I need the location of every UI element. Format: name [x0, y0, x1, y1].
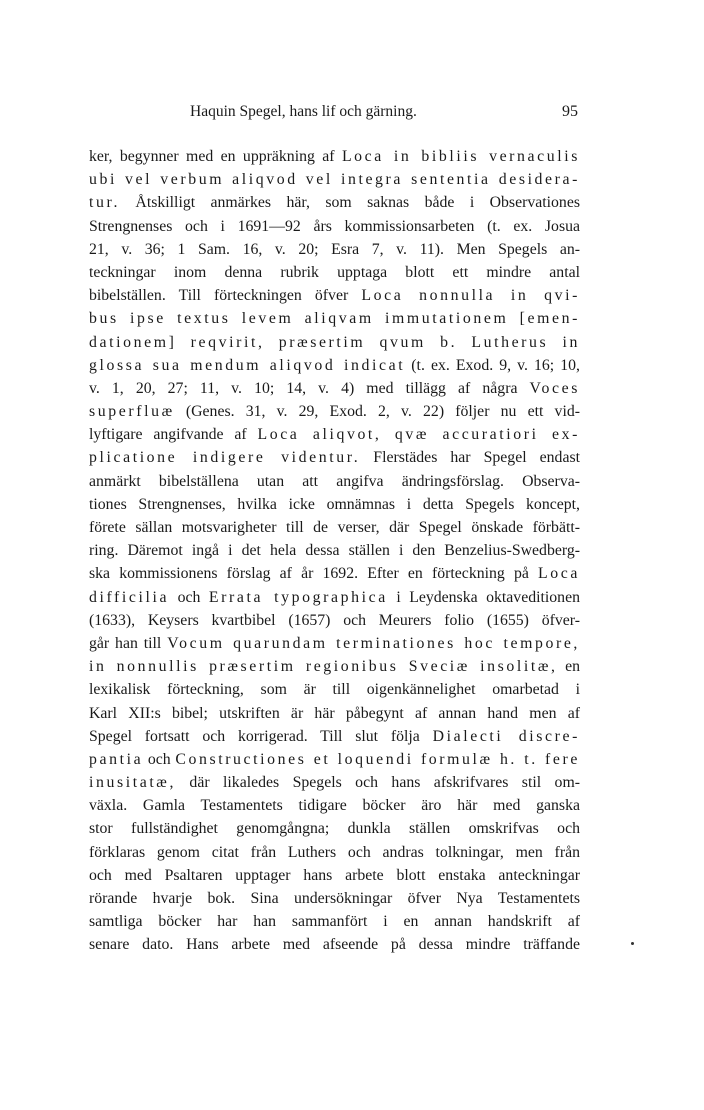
text-line — [89, 817, 580, 840]
spaced-latin-text: difficilia — [89, 588, 170, 606]
spaced-latin-text: plicatione indigere videntur. — [89, 449, 361, 467]
line-segment: ker, begynner med en uppräkning af — [89, 148, 342, 165]
text-line — [89, 516, 580, 539]
line-segment: v. 1, 20, 27; 11, v. 10; 14, v. 4) med tillägg af några — [89, 379, 530, 397]
line-segment: och — [169, 588, 209, 606]
line-segment: och med Psaltaren upptager hans arbete blott enstaka anteckningar — [89, 866, 580, 884]
text-line — [89, 794, 580, 817]
spaced-latin-text: Loca aliqvot, qvæ accuratiori ex- — [257, 426, 580, 444]
text-line — [89, 748, 580, 771]
text-line — [89, 238, 580, 261]
body-text — [89, 145, 580, 957]
line-segment: (1633), Keysers kvartbibel (1657) och Meurers folio (1655) öfver- — [89, 611, 580, 629]
text-line — [89, 215, 580, 238]
line-segment: Spegel fortsatt och korrigerad. Till slut följa — [89, 727, 433, 745]
line-segment: i Leydenska oktaveditionen — [387, 588, 580, 606]
text-line — [89, 887, 580, 910]
spaced-latin-text: Loca in bibliis vernaculis — [341, 148, 580, 165]
text-line — [89, 446, 580, 469]
line-segment: förete sällan motsvarigheter till de verser, där Spegel önskade förbätt- — [89, 519, 580, 536]
line-segment: tiones Strengnenses, hvilka icke omnämnas i detta Spegels koncept, — [89, 495, 580, 513]
text-line — [89, 632, 580, 655]
text-line — [89, 377, 580, 400]
text-line — [89, 539, 580, 562]
text-line — [89, 284, 580, 307]
text-line — [89, 423, 580, 446]
spaced-latin-text: Voces — [529, 379, 580, 397]
line-segment: 21, v. 36; 1 Sam. 16, v. 20; Esra 7, v. 11). Men Spegels an- — [89, 240, 580, 258]
text-line — [89, 655, 580, 678]
spaced-latin-text: ubi vel verbum aliqvod vel integra sententia desidera- — [89, 171, 580, 189]
line-segment: ska kommissionens förslag af år 1692. Efter en förteckning på — [89, 565, 539, 583]
line-segment: rörande hvarje bok. Sina undersökningar öfver Nya Testamentets — [89, 890, 580, 907]
spaced-latin-text: inusitatæ, — [89, 774, 176, 792]
line-segment: bibelställen. Till förteckningen öfver — [89, 287, 362, 305]
text-line — [89, 586, 580, 609]
line-segment: förklaras genom citat från Luthers och andras tolkningar, men från — [89, 843, 580, 861]
line-segment: växla. Gamla Testamentets tidigare böcker äro här med ganska — [89, 797, 580, 815]
running-title: Haquin Spegel, hans lif och gärning. — [190, 103, 417, 120]
line-segment: ring. Däremot ingå i det hela dessa ställen i den Benzelius-Swedberg- — [89, 542, 580, 560]
line-segment: samtliga böcker har han sammanfört i en annan handskrift af — [89, 913, 580, 931]
text-line — [89, 609, 580, 632]
spaced-latin-text: Constructiones et loquendi formulæ h. t. fere — [175, 750, 580, 768]
line-segment: där likaledes Spegels och hans afskrifvares stil om- — [176, 774, 580, 792]
text-line — [89, 910, 580, 933]
line-segment: stor fullständighet genomgångna; dunkla ställen omskrifvas och — [89, 820, 580, 838]
text-line — [89, 145, 580, 168]
line-segment: Karl XII:s bibel; utskriften är här påbegynt af annan hand men af — [89, 704, 580, 722]
line-segment: senare dato. Hans arbete med afseende på dessa mindre träffande — [89, 936, 580, 954]
text-line — [89, 864, 580, 887]
text-line — [89, 841, 580, 864]
spaced-latin-text: Dialecti discre- — [432, 727, 580, 745]
spaced-latin-text: Vocum quarundam terminationes hoc tempore, — [167, 634, 580, 652]
line-segment: en — [557, 658, 581, 676]
page-number: 95 — [562, 103, 578, 120]
text-line — [89, 678, 580, 701]
spaced-latin-text: bus ipse textus levem aliqvam immutationem [emen- — [89, 310, 580, 328]
line-segment: lyftigare angifvande af — [89, 426, 258, 444]
text-line — [89, 331, 580, 354]
running-header — [90, 103, 578, 127]
text-line — [89, 470, 580, 493]
line-segment: lexikalisk förteckning, som är till oigenkännelighet omarbetad i — [89, 681, 580, 699]
line-segment: Strengnenses och i 1691—92 års kommissionsarbeten (t. ex. Josua — [89, 217, 580, 235]
text-line — [89, 933, 580, 956]
line-segment: (t. ex. Exod. 9, v. 16; 10, — [405, 356, 580, 374]
spaced-latin-text: pantia — [89, 750, 144, 768]
text-line — [89, 493, 580, 516]
line-segment: och — [143, 750, 176, 768]
line-segment: (Genes. 31, v. 29, Exod. 2, v. 22) följer nu ett vid- — [174, 403, 580, 421]
spaced-latin-text: Errata typographica — [208, 588, 388, 606]
spaced-latin-text: tur. — [89, 194, 121, 212]
margin-speck — [631, 942, 634, 945]
text-line — [89, 400, 580, 423]
text-line — [89, 307, 580, 330]
text-line — [89, 354, 580, 377]
spaced-latin-text: dationem] reqvirit, præsertim qvum b. Lutherus in — [89, 333, 580, 351]
text-line — [89, 725, 580, 748]
text-line — [89, 562, 580, 585]
text-line — [89, 702, 580, 725]
spaced-latin-text: superfluæ — [89, 403, 175, 421]
spaced-latin-text: Loca nonnulla in qvi- — [361, 287, 580, 305]
line-segment: anmärkt bibelställena utan att angifva ändringsförslag. Observa- — [89, 472, 580, 490]
line-segment: Flerstädes har Spegel endast — [360, 449, 580, 467]
spaced-latin-text: glossa sua mendum aliqvod indicat — [89, 356, 406, 374]
spaced-latin-text: Loca — [538, 565, 580, 583]
line-segment: Åtskilligt anmärkes här, som saknas både i Observationes — [120, 194, 580, 212]
line-segment: teckningar inom denna rubrik upptaga blott ett mindre antal — [89, 263, 580, 281]
line-segment: går han till — [89, 634, 168, 652]
spaced-latin-text: in nonnullis præsertim regionibus Sveciæ insolitæ, — [89, 658, 558, 676]
text-line — [89, 191, 580, 214]
text-line — [89, 168, 580, 191]
text-line — [89, 771, 580, 794]
text-line — [89, 261, 580, 284]
